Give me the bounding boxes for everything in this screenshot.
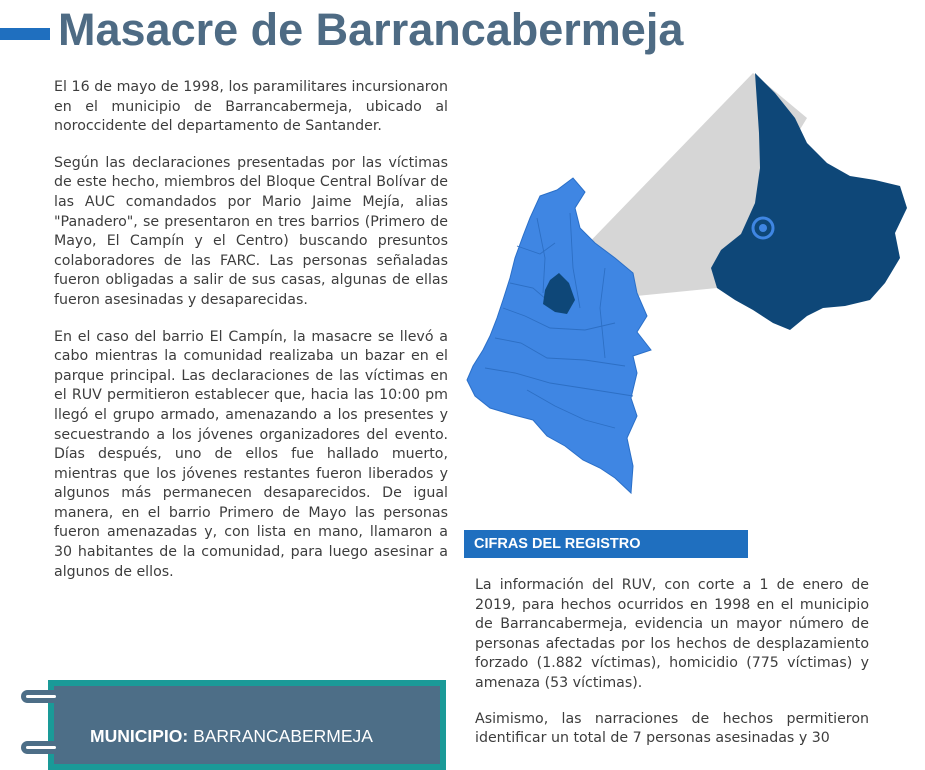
paragraph-cifras-narraciones: Asimismo, las narraciones de hechos permitieron identificar un total de 7 personas asesinadas y 30 [475,710,869,747]
paragraph-declaraciones: Según las declaraciones presentadas por las víctimas de este hecho, miembros del Bloque Central Bolívar de las AUC comandados por Mario Jaime Mejía, alias "Panadero", se presentaron en tres barrios (Primero de Mayo, El Campín y el Centro) buscando presuntos colaboradores de las FARC. Las personas señaladas fueron obligadas a salir de sus casas, algunas de ellas fueron asesinadas y desaparecidas. [54,154,448,308]
paragraph-intro: El 16 de mayo de 1998, los paramilitares incursionaron en el municipio de Barrancabermeja, ubicado al noroccidente del departamento de Santander. [54,79,448,135]
page-title: Masacre de Barrancabermeja [58,4,684,55]
cifras-header: CIFRAS DEL REGISTRO [464,530,748,558]
location-map [455,68,925,498]
municipio-box [48,680,446,770]
paragraph-el-campin: En el caso del barrio El Campín, la masacre se llevó a cabo mientras la comunidad realizaba un bazar en el parque principal. Las declaraciones de las víctimas en el RUV permitieron establecer que, hacia las 10:00 pm llegó el grupo armado, amenazando a los presentes y secuestrando a los jóvenes organizadores del evento. Días después, uno de ellos fue hallado muerto, mientras que los jóvenes restantes fueron liberados y algunos más permanecen desaparecidos. De igual manera, en el barrio Primero de Mayo las personas fueron amenazadas y, con lista en mano, llamaron a 30 habitantes de la comunidad, para luego asesinar a algunos de ellos. [54,328,448,580]
binder-ring-icon [21,741,61,754]
paragraph-cifras-ruv: La información del RUV, con corte a 1 de enero de 2019, para hechos ocurridos en 1998 en el municipio de Barrancabermeja, evidencia un mayor número de personas afectadas por los hechos de desplazamiento forzado (1.882 víctimas), homicidio (775 víctimas) y amenaza (53 víctimas). [475,577,869,691]
title-accent-bar [0,28,50,40]
binder-ring-icon [21,690,61,703]
body-text [54,78,448,599]
municipio-key: MUNICIPIO: [90,726,189,746]
municipio-label [90,726,373,747]
municipio-value: BARRANCABERMEJA [193,726,373,746]
cifras-text [475,576,869,765]
